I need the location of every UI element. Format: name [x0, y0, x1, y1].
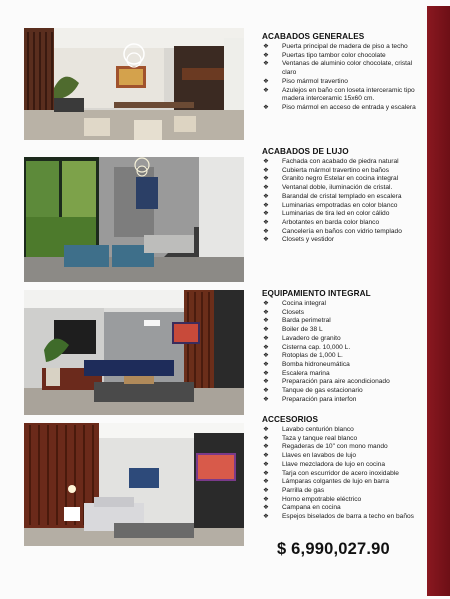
list-item: ❖ Escalera marina [263, 369, 330, 377]
list-item: ❖ Lavabo centurión blanco [263, 426, 354, 433]
list-item: ❖ Taza y tanque real blanco [263, 434, 358, 442]
section-acabados-de-lujo [262, 147, 427, 245]
bullet-diamond-icon: ❖ [263, 184, 269, 192]
bullet-diamond-icon: ❖ [263, 334, 269, 342]
list-item: ❖ Barandal de cristal templado en escalera [263, 192, 402, 200]
list-item: ❖ Piso mármol en acceso de entrada y escalera [263, 103, 416, 111]
section-title: ACABADOS DE LUJO [262, 147, 349, 156]
bullet-diamond-icon: ❖ [263, 495, 269, 503]
bullet-diamond-icon: ❖ [263, 51, 269, 59]
photo-kitchen-dining [24, 28, 244, 140]
list-item: ❖ Closets y vestidor [263, 236, 335, 244]
bullet-diamond-icon: ❖ [263, 60, 269, 68]
bullet-diamond-icon: ❖ [263, 478, 269, 486]
bullet-diamond-icon: ❖ [263, 426, 269, 433]
photo-living-room [24, 157, 244, 282]
bullet-diamond-icon: ❖ [263, 227, 269, 235]
list-item: ❖ Ventanal doble, iluminación de cristal. [263, 184, 393, 192]
bullet-diamond-icon: ❖ [263, 175, 269, 183]
bullet-diamond-icon: ❖ [263, 343, 269, 351]
bullet-diamond-icon: ❖ [263, 210, 269, 218]
list-item: ❖ Piso mármol travertino [263, 77, 348, 85]
section-title: EQUIPAMIENTO INTEGRAL [262, 289, 371, 298]
feature-list [262, 43, 427, 113]
bullet-diamond-icon: ❖ [263, 504, 269, 512]
bullet-diamond-icon: ❖ [263, 201, 269, 209]
bullet-diamond-icon: ❖ [263, 513, 269, 521]
list-item: ❖ Cisterna cap. 10,000 L. [263, 343, 351, 351]
bullet-diamond-icon: ❖ [263, 360, 269, 368]
feature-list [262, 426, 427, 522]
list-item: ❖ Lámparas colgantes de lujo en barra [263, 478, 390, 486]
bullet-diamond-icon: ❖ [263, 77, 269, 85]
bullet-diamond-icon: ❖ [263, 158, 269, 165]
bullet-diamond-icon: ❖ [263, 486, 269, 494]
list-item: ❖ Bomba hidroneumática [263, 360, 350, 368]
list-item: ❖ Espejos biselados de barra a techo en baños [263, 513, 414, 521]
list-item: ❖ Puertas tipo tambor color chocolate [263, 51, 386, 59]
photo-tv-room [24, 290, 244, 415]
bullet-diamond-icon: ❖ [263, 352, 269, 360]
bullet-diamond-icon: ❖ [263, 236, 269, 244]
section-accesorios [262, 415, 427, 522]
list-item: ❖ Granito negro Estelar en cocina integral [263, 175, 399, 183]
bullet-diamond-icon: ❖ [263, 192, 269, 200]
bullet-diamond-icon: ❖ [263, 460, 269, 468]
list-item: ❖ Tanque de gas estacionario [263, 387, 363, 395]
list-item: ❖ Llave mezcladora de lujo en cocina [263, 460, 385, 468]
bullet-diamond-icon: ❖ [263, 387, 269, 395]
list-item: ❖ Boiler de 38 L [263, 326, 323, 334]
bullet-diamond-icon: ❖ [263, 378, 269, 386]
bullet-diamond-icon: ❖ [263, 86, 269, 94]
list-item: ❖ Cancelería en baños con vidrio templado [263, 227, 402, 235]
bullet-diamond-icon: ❖ [263, 452, 269, 460]
list-item: ❖ Llaves en lavabos de lujo [263, 452, 357, 460]
list-item: ❖ Regaderas de 10" con mono mando [263, 443, 388, 451]
list-item: ❖ Parrilla de gas [263, 486, 325, 494]
list-item: ❖ Arbotantes en barda color blanco [263, 218, 380, 226]
bullet-diamond-icon: ❖ [263, 434, 269, 442]
bullet-diamond-icon: ❖ [263, 218, 269, 226]
bullet-diamond-icon: ❖ [263, 317, 269, 325]
bullet-diamond-icon: ❖ [263, 300, 269, 307]
list-item: ❖ Preparación para interfon [263, 395, 357, 403]
section-title: ACABADOS GENERALES [262, 32, 365, 41]
price: $ 6,990,027.90 [277, 540, 390, 558]
section-equipamiento-integral [262, 289, 427, 404]
photo-bedroom [24, 423, 244, 546]
feature-list [262, 158, 427, 245]
bullet-diamond-icon: ❖ [263, 43, 269, 50]
list-item: ❖ Fachada con acabado de piedra natural [263, 158, 399, 165]
list-item: ❖ Lavadero de granito [263, 334, 341, 342]
list-item: ❖ Barda perimetral [263, 317, 331, 325]
list-item: ❖ Puerta principal de madera de piso a techo [263, 43, 408, 50]
list-item: ❖ Cubierta mármol travertino en baños [263, 166, 390, 174]
section-acabados-generales [262, 32, 427, 113]
bullet-diamond-icon: ❖ [263, 103, 269, 111]
list-item: ❖ Ventanas de aluminio color chocolate, cristal claro [263, 60, 413, 77]
list-item: ❖ Horno empotrable eléctrico [263, 495, 362, 503]
section-title: ACCESORIOS [262, 415, 319, 424]
list-item: ❖ Cocina integral [263, 300, 326, 307]
list-item: ❖ Luminarias empotradas en color blanco [263, 201, 398, 209]
accent-side-bar [427, 6, 450, 596]
bullet-diamond-icon: ❖ [263, 308, 269, 316]
bullet-diamond-icon: ❖ [263, 469, 269, 477]
list-item: ❖ Campana en cocina [263, 504, 341, 512]
bullet-diamond-icon: ❖ [263, 326, 269, 334]
list-item: ❖ Preparación para aire acondicionado [263, 378, 390, 386]
list-item: ❖ Tarja con escurridor de acero inoxidable [263, 469, 399, 477]
list-item: ❖ Closets [263, 308, 304, 316]
list-item: ❖ Luminarias de tira led en color cálido [263, 210, 390, 218]
bullet-diamond-icon: ❖ [263, 369, 269, 377]
bullet-diamond-icon: ❖ [263, 395, 269, 403]
bullet-diamond-icon: ❖ [263, 443, 269, 451]
bullet-diamond-icon: ❖ [263, 166, 269, 174]
list-item: ❖ Azulejos en baño con loseta interceramic tipo madera interceramic 15x60 cm. [263, 86, 415, 103]
list-item: ❖ Rotoplas de 1,000 L. [263, 352, 343, 360]
feature-list [262, 300, 427, 404]
